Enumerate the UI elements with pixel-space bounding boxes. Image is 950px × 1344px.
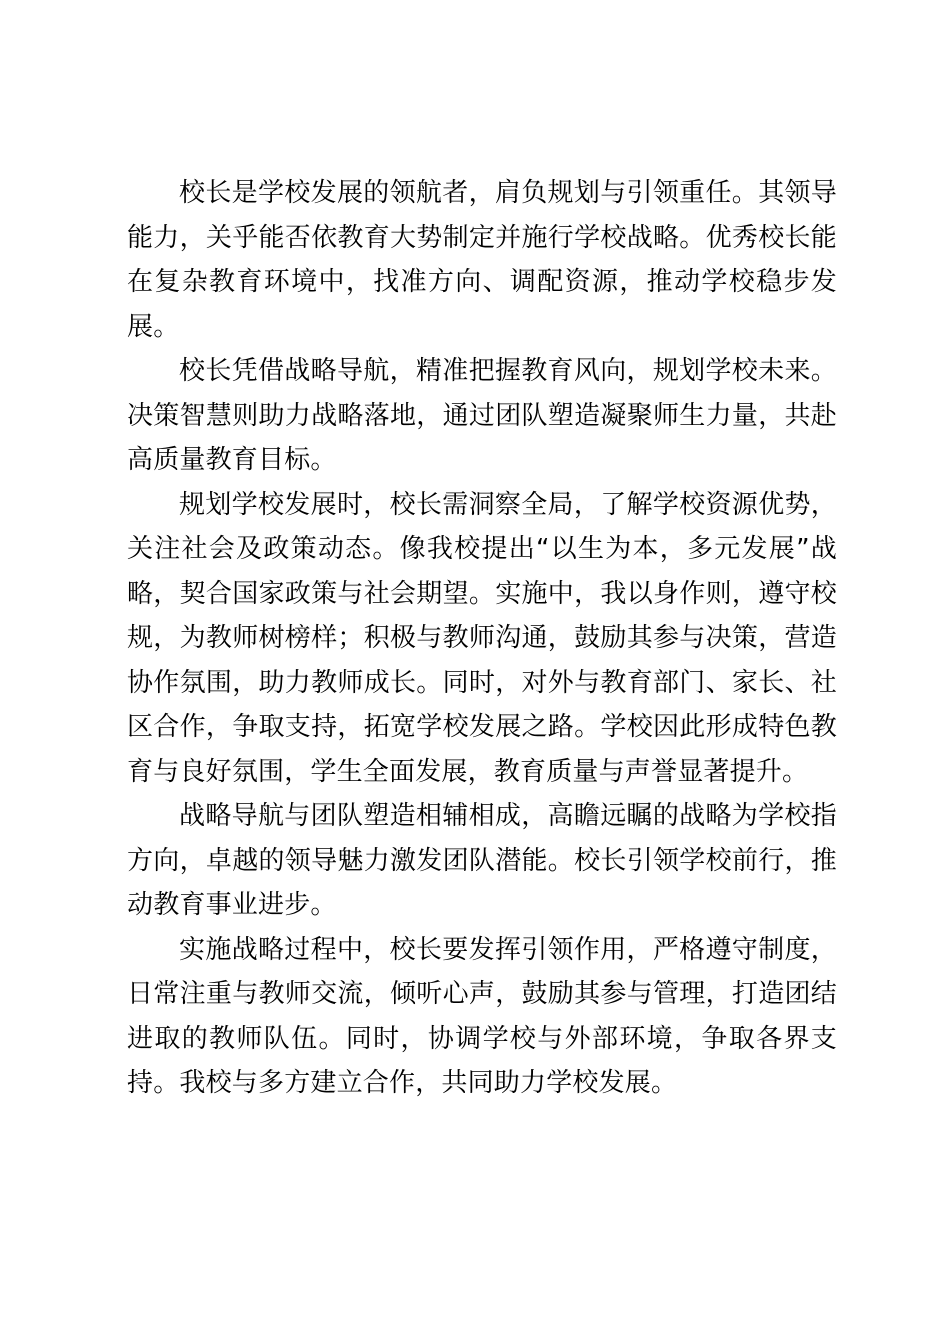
paragraph-4: 战略导航与团队塑造相辅相成，高瞻远瞩的战略为学校指方向，卓越的领导魅力激发团队潜能。校长引领学校前行，推动教育事业进步。 bbox=[127, 801, 837, 920]
paragraph-5: 实施战略过程中，校长要发挥引领作用，严格遵守制度，日常注重与教师交流，倾听心声，鼓励其参与管理，打造团结进取的教师队伍。同时，协调学校与外部环境，争取各界支持。我校与多方建立合作，共同助力学校发展。 bbox=[127, 934, 837, 1098]
paragraph-3: 规划学校发展时，校长需洞察全局，了解学校资源优势，关注社会及政策动态。像我校提出“以生为本，多元发展”战略，契合国家政策与社会期望。实施中，我以身作则，遵守校规，为教师树榜样；积极与教师沟通，鼓励其参与决策，营造协作氛围，助力教师成长。同时，对外与教育部门、家长、社区合作，争取支持，拓宽学校发展之路。学校因此形成特色教育与良好氛围，学生全面发展，教育质量与声誉显著提升。 bbox=[127, 489, 837, 787]
document-body bbox=[127, 171, 837, 1106]
paragraph-2: 校长凭借战略导航，精准把握教育风向，规划学校未来。决策智慧则助力战略落地，通过团队塑造凝聚师生力量，共赴高质量教育目标。 bbox=[127, 356, 837, 475]
paragraph-1: 校长是学校发展的领航者，肩负规划与引领重任。其领导能力，关乎能否依教育大势制定并施行学校战略。优秀校长能在复杂教育环境中，找准方向、调配资源，推动学校稳步发展。 bbox=[127, 178, 837, 342]
